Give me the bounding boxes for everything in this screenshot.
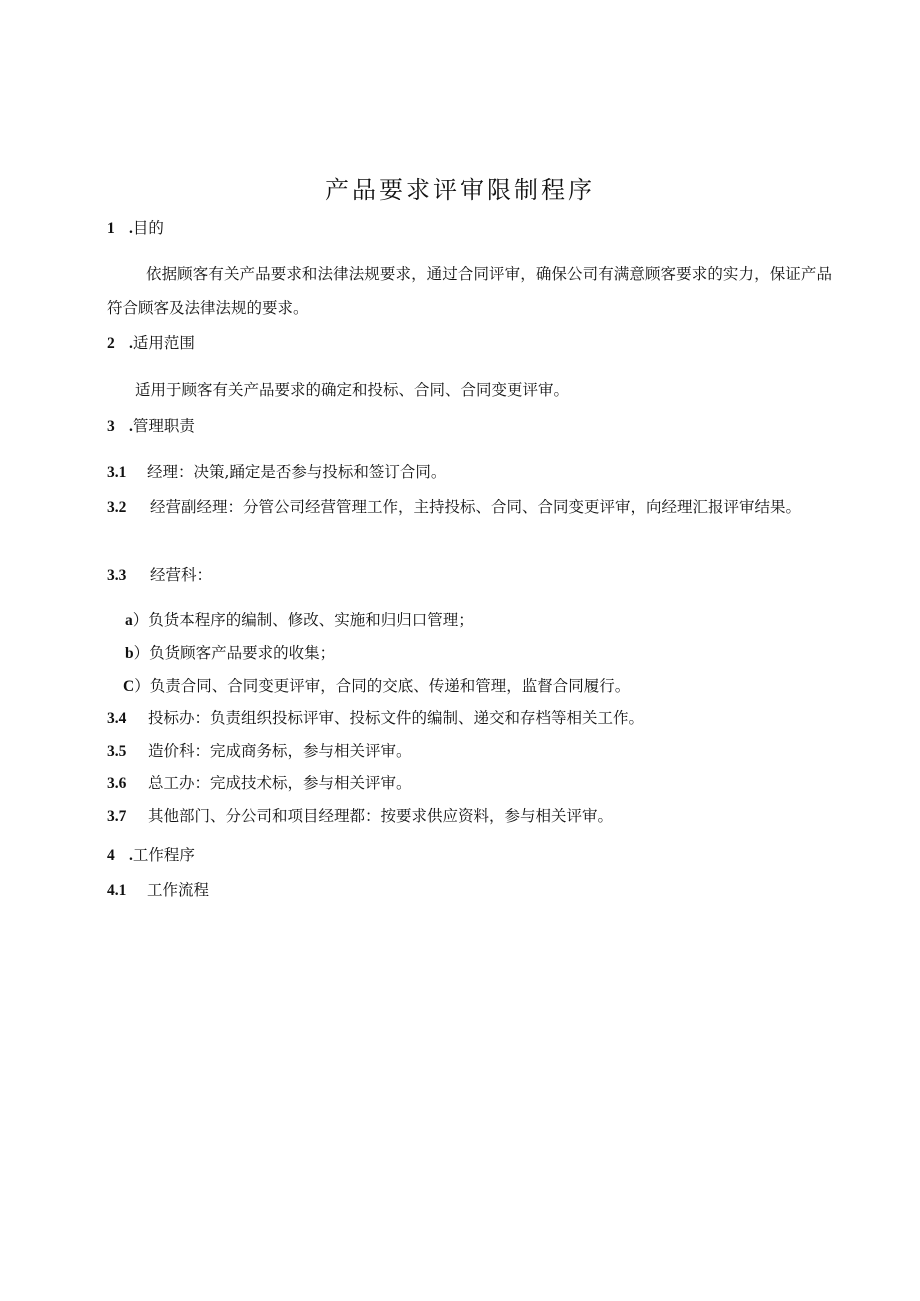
clause-number: 3.2	[107, 499, 127, 516]
clause-text: 其他部门、分公司和项目经理都：按要求供应资料，参与相关评审。	[148, 807, 614, 825]
clause-text: 经营科：	[150, 566, 213, 584]
clause-number: 4.1	[107, 882, 127, 899]
clause-text: 工作流程	[147, 881, 210, 899]
section-number: 3	[107, 418, 115, 435]
clause-3-7	[107, 806, 613, 827]
clause-3-5	[107, 741, 412, 762]
section-dot: .	[129, 220, 133, 237]
clause-text: 总工办：完成技术标，参与相关评审。	[148, 774, 412, 792]
clause-3-6	[107, 773, 412, 794]
section-label: 目的	[132, 219, 164, 237]
clause-text: 经营副经理：分管公司经营管理工作，主持投标、合同、合同变更评审，向经理汇报评审结果。	[150, 498, 802, 516]
clause-number: 3.5	[107, 743, 127, 760]
clause-4-1	[107, 880, 209, 901]
section-number: 2	[107, 335, 115, 352]
clause-text: 投标办：负责组织投标评审、投标文件的编制、递交和存档等相关工作。	[148, 709, 645, 727]
section-label: 适用范围	[132, 334, 195, 352]
document-title: 产品要求评审限制程序	[325, 176, 595, 204]
section-1-body: 依据顾客有关产品要求和法律法规要求，通过合同评审，确保公司有满意顾客要求的实力，保证产品符合顾客及法律法规的要求。	[107, 265, 832, 317]
clause-number: 3.3	[107, 567, 127, 584]
section-number: 1	[107, 220, 115, 237]
clause-number: 3.4	[107, 710, 127, 727]
section-2-body: 适用于顾客有关产品要求的确定和投标、合同、合同变更评审。	[135, 381, 570, 399]
clause-3-4	[107, 708, 644, 729]
section-label: 工作程序	[132, 846, 195, 864]
clause-3-3-b	[125, 643, 335, 664]
item-text: ）负责合同、合同变更评审，合同的交底、传递和管理，监督合同履行。	[134, 677, 631, 695]
item-text: ）负货本程序的编制、修改、实施和归归口管理；	[132, 611, 474, 629]
section-2-heading	[107, 333, 195, 354]
clause-3-3-c	[123, 676, 630, 697]
clause-number: 3.1	[107, 464, 127, 481]
clause-3-2	[107, 491, 832, 524]
section-dot: .	[129, 847, 133, 864]
clause-3-3-a	[125, 610, 474, 631]
clause-text: 经理：决策,踊定是否参与投标和签订合同。	[147, 463, 447, 481]
clause-3-3	[107, 565, 212, 586]
section-dot: .	[129, 418, 133, 435]
section-3-heading	[107, 416, 195, 437]
section-1-heading	[107, 218, 164, 239]
clause-number: 3.6	[107, 775, 127, 792]
clause-3-1	[107, 462, 446, 483]
section-number: 4	[107, 847, 115, 864]
item-text: ）负货顾客产品要求的收集；	[133, 644, 336, 662]
item-mark: b	[125, 645, 134, 662]
item-mark: a	[125, 612, 133, 629]
section-label: 管理职责	[132, 417, 195, 435]
clause-number: 3.7	[107, 808, 127, 825]
section-dot: .	[129, 335, 133, 352]
section-4-heading	[107, 845, 195, 866]
item-mark: C	[123, 678, 135, 695]
clause-text: 造价科：完成商务标，参与相关评审。	[148, 742, 412, 760]
